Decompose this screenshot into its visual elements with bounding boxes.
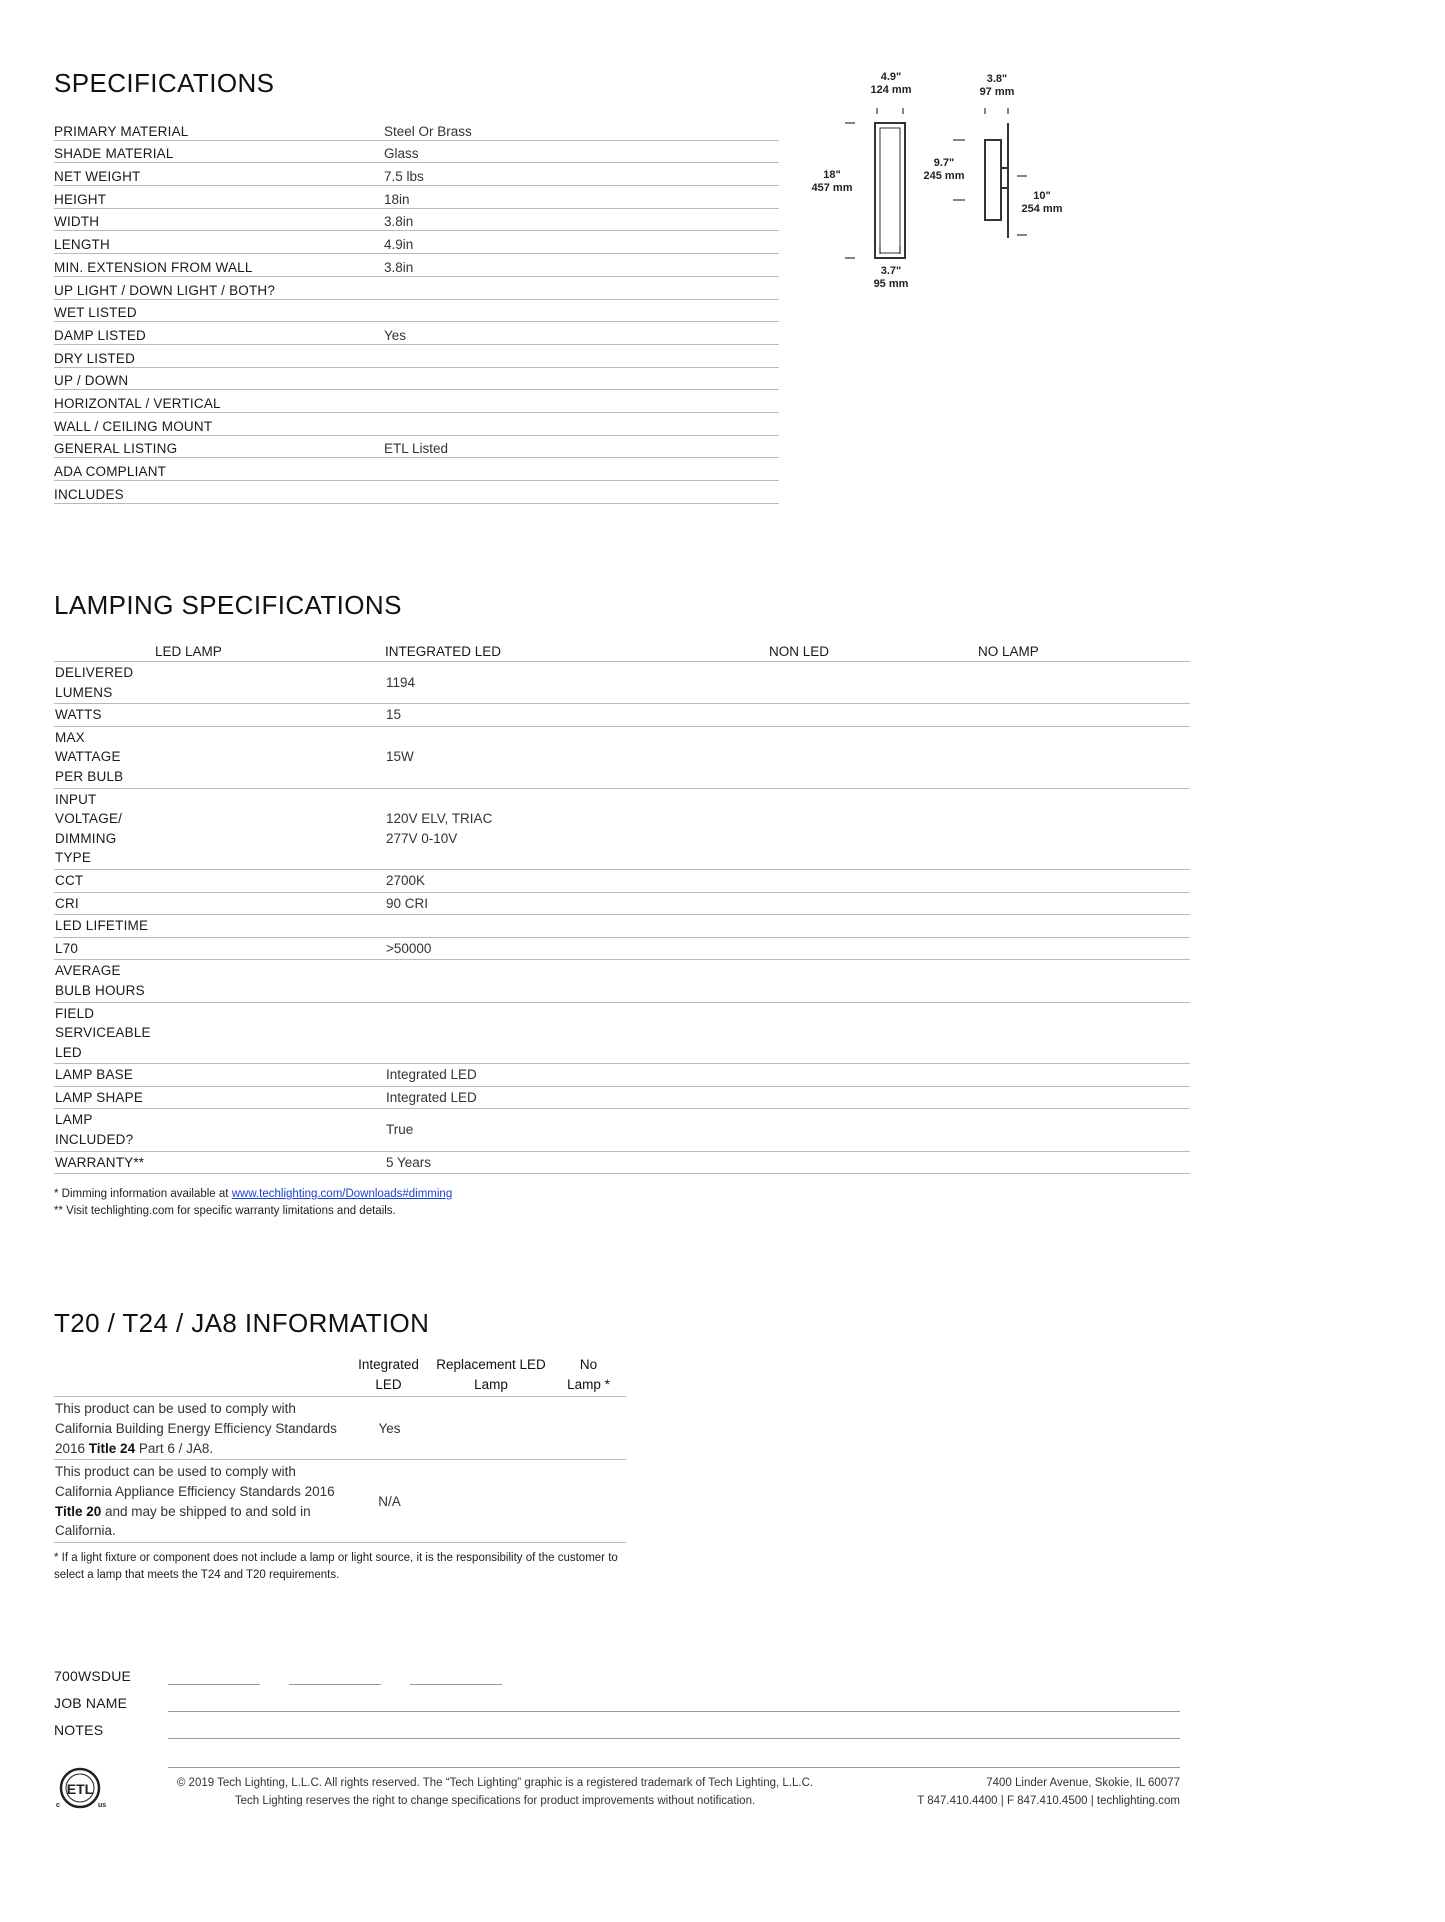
spec-value: ETL Listed [384,441,449,457]
lamping-label: LAMP SHAPE [55,1089,144,1105]
t20-title: T20 / T24 / JA8 INFORMATION [54,1308,430,1338]
lamping-no-lamp-value [979,915,1190,937]
lamping-non-led-value [770,960,979,1001]
spec-label: MIN. EXTENSION FROM WALL [54,259,253,275]
t20-row-title20 [54,1460,626,1543]
lamping-label: L70 [55,940,79,956]
lamping-non-led-value [770,870,979,892]
mount-mm: 245 mm [923,170,965,182]
side-depth-in: 3.8" [986,73,1008,85]
spec-value: 4.9in [384,237,414,253]
spec-label: GENERAL LISTING [54,441,178,457]
t20-row-text: This product can be used to comply with California Building Energy Efficiency Standards 2016 Title 24 Part 6 / JA8. [55,1401,337,1456]
spec-label: DAMP LISTED [54,327,146,343]
lamping-non-led-value [770,1003,979,1064]
lamping-integrated-value [386,915,770,937]
lamping-no-lamp-value [979,727,1190,788]
specifications-title: SPECIFICATIONS [54,68,275,98]
front-width-mm: 124 mm [870,84,912,96]
spec-label: PRIMARY MATERIAL [54,123,189,139]
lamping-row [54,704,1190,727]
lamping-no-lamp-value [979,960,1190,1001]
spec-row [54,163,779,186]
model-field-1[interactable] [168,1684,260,1685]
lamping-integrated-value: Integrated LED [386,1067,477,1083]
lamping-row [54,1003,1190,1065]
spec-value: Yes [384,327,407,343]
lamping-row [54,1152,1190,1175]
spec-value: 3.8in [384,259,414,275]
t20-row-title24 [54,1397,626,1460]
lamping-no-lamp-value [979,704,1190,726]
lamping-non-led-value [770,1087,979,1109]
spec-row [54,231,779,254]
lamping-label: WATTS [55,707,102,723]
spec-value: 3.8in [384,214,414,230]
lamping-no-lamp-value [979,1152,1190,1174]
lamping-integrated-value: True [386,1122,414,1138]
spec-value: 18in [384,191,410,207]
copyright-line-1: © 2019 Tech Lighting, L.L.C. All rights reserved. The “Tech Lighting” graphic is a registered trademark of Tech Lighting, L.L.C. [176,1777,814,1789]
spec-row [54,322,779,345]
spec-label: DRY LISTED [54,350,136,366]
spec-value: Glass [384,146,419,162]
lamping-row [54,727,1190,789]
t20-table [54,1352,626,1543]
lamping-non-led-value [770,704,979,726]
side-depth-mm: 97 mm [979,86,1015,98]
lamping-row [54,915,1190,938]
lamping-label: MAX WATTAGE PER BULB [55,729,124,784]
spec-row [54,254,779,277]
t20-row-text: This product can be used to comply with California Appliance Efficiency Standards 2016 Title 20 and may be shipped to and sold in California. [55,1464,335,1539]
header-integrated-led: INTEGRATED LED [385,644,502,659]
address-line-1: 7400 Linder Avenue, Skokie, IL 60077 [986,1777,1180,1789]
header-no-lamp: NO LAMP [978,644,1039,659]
lamping-label: AVERAGE BULB HOURS [55,963,145,998]
spec-label: NET WEIGHT [54,169,141,185]
specifications-table [54,118,779,504]
lamping-table [54,642,1190,1174]
lamping-integrated-value: Integrated LED [386,1089,477,1105]
lamping-row [54,960,1190,1002]
header-non-led: NON LED [769,644,830,659]
t20-header-integrated: Integrated LED [358,1357,419,1392]
dimming-note-text: * Dimming information available at [54,1188,232,1200]
lamping-label: CCT [55,872,84,888]
lamping-no-lamp-value [979,789,1190,869]
fixture-dimension-drawing [805,68,1095,303]
spec-label: INCLUDES [54,486,124,502]
spec-label: UP LIGHT / DOWN LIGHT / BOTH? [54,282,276,298]
t20-header-row [54,1352,626,1397]
spec-row [54,368,779,391]
lamping-notes [54,1186,452,1220]
spec-label: WET LISTED [54,305,137,321]
spec-row [54,390,779,413]
lamping-non-led-value [770,1064,979,1086]
spec-label: LENGTH [54,237,110,253]
lamping-no-lamp-value [979,870,1190,892]
lamping-no-lamp-value [979,893,1190,915]
side-height-in: 10" [1033,190,1051,202]
spec-label: HEIGHT [54,191,107,207]
lamping-row [54,662,1190,704]
front-width-in: 4.9" [880,71,902,83]
footer-divider [168,1767,1180,1768]
lamping-non-led-value [770,789,979,869]
lamping-no-lamp-value [979,1064,1190,1086]
company-address [870,1774,1180,1810]
job-name-field[interactable] [168,1711,1180,1712]
bottom-width-mm: 95 mm [873,278,909,290]
lamping-label: LAMP INCLUDED? [55,1112,134,1148]
spec-label: SHADE MATERIAL [54,146,174,162]
lamping-label: DELIVERED LUMENS [55,665,134,700]
lamping-non-led-value [770,1109,979,1150]
height-mm: 457 mm [811,182,853,194]
lamping-non-led-value [770,727,979,788]
model-number: 700WSDUE [54,1668,132,1684]
spec-row [54,277,779,300]
model-field-3[interactable] [410,1684,502,1685]
spec-row [54,141,779,164]
spec-row [54,436,779,459]
warranty-note: ** Visit techlighting.com for specific warranty limitations and details. [54,1205,396,1217]
side-height-mm: 254 mm [1021,203,1063,215]
lamping-integrated-value: >50000 [386,940,432,956]
lamping-integrated-value: 120V ELV, TRIAC 277V 0-10V [386,811,493,846]
lamping-non-led-value [770,893,979,915]
dimming-link[interactable]: www.techlighting.com/Downloads#dimming [231,1188,453,1200]
spec-row [54,458,779,481]
bottom-width-in: 3.7" [880,265,902,277]
lamping-label: LED LIFETIME [55,918,149,934]
lamping-title: LAMPING SPECIFICATIONS [54,590,402,620]
dimming-note [54,1186,452,1203]
spec-row [54,345,779,368]
lamping-no-lamp-value [979,938,1190,960]
spec-label: WIDTH [54,214,100,230]
lamping-label: WARRANTY** [55,1154,145,1170]
lamping-integrated-value: 15 [386,707,402,723]
spec-row [54,300,779,323]
lamping-integrated-value [386,960,770,1001]
spec-label: ADA COMPLIANT [54,464,167,479]
job-name-label: JOB NAME [54,1695,128,1711]
notes-field[interactable] [168,1738,1180,1739]
mount-in: 9.7" [933,157,955,169]
lamping-label: FIELD SERVICEABLE LED [55,1005,151,1060]
lamping-integrated-value: 5 Years [386,1154,432,1170]
t20-header-no-lamp: No Lamp * [567,1357,610,1392]
lamping-no-lamp-value [979,1003,1190,1064]
height-in: 18" [823,169,841,181]
svg-text:us: us [98,1802,106,1809]
copyright [140,1774,850,1810]
lamping-row [54,870,1190,893]
lamping-label: CRI [55,895,79,911]
header-led-lamp: LED LAMP [155,644,222,659]
copyright-line-2: Tech Lighting reserves the right to change specifications for product improvements without notification. [234,1795,756,1807]
lamping-row [54,1064,1190,1087]
lamping-row [54,938,1190,961]
lamping-integrated-value [386,1003,770,1064]
address-line-2: T 847.410.4400 | F 847.410.4500 | techlighting.com [917,1795,1180,1807]
spec-row [54,481,779,504]
lamping-integrated-value: 15W [386,749,414,765]
lamping-row [54,1109,1190,1151]
t20-row-value: Yes [378,1420,401,1436]
lamping-row [54,893,1190,916]
t20-note: * If a light fixture or component does not include a lamp or light source, it is the responsibility of the customer to select a lamp that meets the T24 and T20 requirements. [54,1552,618,1581]
etl-listed-logo [54,1765,106,1811]
lamping-non-led-value [770,938,979,960]
lamping-integrated-value: 1194 [386,674,416,690]
lamping-header-row [54,642,1190,662]
spec-label: UP / DOWN [54,373,129,389]
lamping-no-lamp-value [979,1109,1190,1150]
lamping-non-led-value [770,915,979,937]
lamping-non-led-value [770,662,979,703]
svg-text:c: c [56,1802,60,1809]
spec-label: WALL / CEILING MOUNT [54,418,213,434]
etl-logo-text: ETL [66,1781,94,1797]
lamping-no-lamp-value [979,1087,1190,1109]
lamping-non-led-value [770,1152,979,1174]
lamping-row [54,789,1190,870]
spec-row [54,413,779,436]
lamping-integrated-value: 2700K [386,872,426,888]
notes-label: NOTES [54,1722,104,1738]
lamping-row [54,1087,1190,1110]
spec-row [54,186,779,209]
lamping-no-lamp-value [979,662,1190,703]
model-field-2[interactable] [289,1684,381,1685]
t20-row-value: N/A [378,1493,401,1509]
lamping-integrated-value: 90 CRI [386,895,429,911]
spec-value: Steel Or Brass [384,123,472,139]
spec-value: 7.5 lbs [384,169,424,185]
spec-row [54,209,779,232]
t20-header-replacement: Replacement LED Lamp [436,1357,546,1392]
lamping-label: LAMP BASE [55,1067,134,1083]
lamping-label: INPUT VOLTAGE/ DIMMING TYPE [55,791,123,866]
spec-row [54,118,779,141]
spec-label: HORIZONTAL / VERTICAL [54,395,221,411]
